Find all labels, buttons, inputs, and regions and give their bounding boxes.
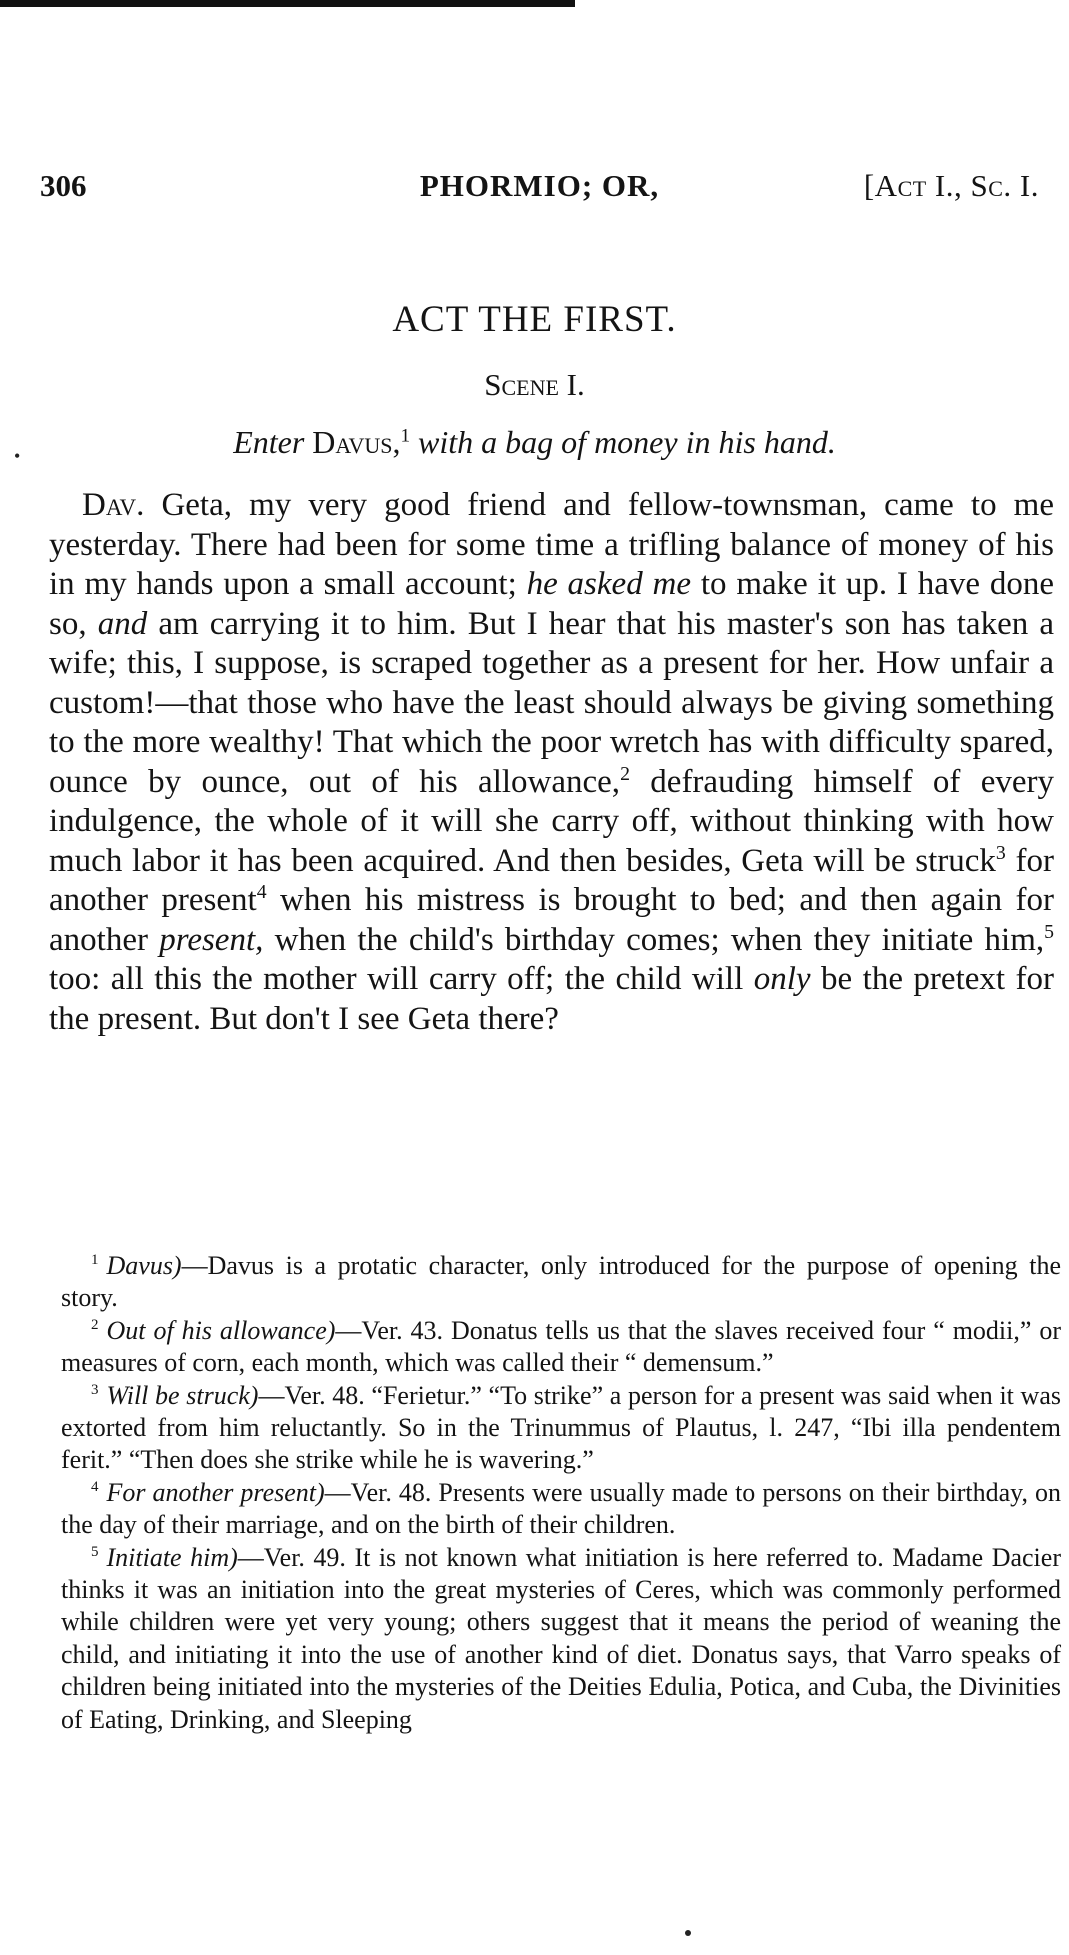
act-scene-reference: [Act I., Sc. I. [863, 168, 1039, 203]
footnote-reference: Initiate him) [106, 1542, 238, 1572]
footnote-number: 2 [91, 1317, 99, 1334]
dialogue-text: defrauding himself of every indulgence, the whole of it will she carry off, without thinking with how much labor it has been acquired. And then besides, Geta will be struck [49, 763, 1055, 879]
dialogue-italic: present, [159, 921, 264, 958]
margin-mark: • [14, 446, 21, 466]
page-header [40, 168, 1039, 212]
footnote-ref-1: 1 [400, 425, 411, 447]
footnote-number: 1 [91, 1252, 99, 1269]
dialogue-text: am carrying it to him. But I hear that his master's son has taken a wife; this, I suppose, is scraped together as a present for her. How unfair a custom!—that those who have the least should always be giving something to the more wealthy! That which the poor wretch has with difficulty spared, ounce by ounce, out of his allowance, [49, 605, 1054, 800]
dialogue-paragraph [49, 486, 1054, 1039]
footnote-5 [61, 1542, 1061, 1736]
running-title: PHORMIO; OR, [419, 168, 660, 203]
footnote-number: 4 [91, 1479, 99, 1496]
footnote-text: —Ver. 48. Presents were usually made to persons on their birthday, on the day of their marriage, and on the birth of their children. [61, 1477, 1061, 1540]
speaker-name: Dav. [82, 487, 145, 523]
footnote-reference: For another present) [106, 1477, 325, 1507]
footnote-2 [61, 1315, 1061, 1380]
footnote-4 [61, 1477, 1061, 1542]
stage-direction [0, 424, 1069, 461]
page-number: 306 [40, 168, 87, 203]
dialogue-text: too: all this the mother will carry off; the child will [49, 961, 754, 997]
footnote-text: —Ver. 48. “Ferietur.” “To strike” a person for a present was said when it was extorted from him reluctantly. So in the Trinummus of Plautus, l. 247, “Ibi illa pendentem ferit.” “Then does she strike while he is wavering.” [61, 1380, 1061, 1475]
dialogue-text: for another present [49, 842, 1054, 918]
top-rule [0, 0, 575, 7]
dialogue-text: Geta, my very good friend and fellow-townsman, came to me yesterday. There had been for some time a trifling balance of money of his in my hands upon a small account; [49, 487, 1054, 602]
footnote-text: —Davus is a protatic character, only introduced for the purpose of opening the story. [61, 1251, 1061, 1313]
dialogue-text: be the pretext for the present. But don't I see Geta there? [49, 961, 1054, 1037]
stage-enter: Enter [233, 424, 305, 460]
dialogue-italic: he asked me [526, 566, 692, 602]
footnote-text: —Ver. 43. Donatus tells us that the slaves received four “ modii,” or measures of corn, each month, which was called their “ demensum.” [61, 1315, 1062, 1378]
footnote-ref-4: 4 [256, 881, 267, 903]
ink-speck [685, 1930, 691, 1936]
footnote-ref-5: 5 [1044, 920, 1055, 943]
footnote-reference: Davus) [106, 1251, 182, 1280]
dialogue-text: when the child's birthday comes; when they initiate him, [263, 921, 1045, 958]
scene-heading: Scene I. [484, 367, 585, 402]
dialogue-text: when his mistress is brought to bed; and then again for another [49, 882, 1055, 958]
footnote-text: —Ver. 49. It is not known what initiation is here referred to. Madame Dacier thinks it was an initiation into the great mysteries of Ceres, which was commonly performed while children were yet very young; others suggest that it means the period of weaning the child, and initiating it into the use of another kind of diet. Donatus says, that Varro speaks of children being initiated into the mysteries of the Deities Edulia, Potica, and Cuba, the Divinities of Eating, Drinking, and Sleeping [61, 1542, 1061, 1734]
footnote-ref-3: 3 [995, 841, 1006, 864]
footnote-1 [61, 1250, 1061, 1315]
footnote-ref-2: 2 [620, 762, 630, 785]
dialogue-italic: and [97, 605, 148, 642]
dialogue-italic: only [753, 961, 811, 997]
stage-action: with a bag of money in his hand. [418, 424, 836, 460]
footnote-number: 3 [91, 1381, 99, 1398]
footnotes [61, 1250, 1061, 1736]
stage-character-name: Davus, [312, 424, 401, 460]
footnote-3 [61, 1380, 1061, 1477]
footnote-reference: Will be struck) [106, 1380, 259, 1410]
dialogue-text: to make it up. I have done so, [49, 566, 1054, 642]
footnote-number: 5 [91, 1544, 99, 1560]
footnote-reference: Out of his allowance) [106, 1315, 336, 1345]
act-heading: ACT THE FIRST. [392, 299, 677, 340]
